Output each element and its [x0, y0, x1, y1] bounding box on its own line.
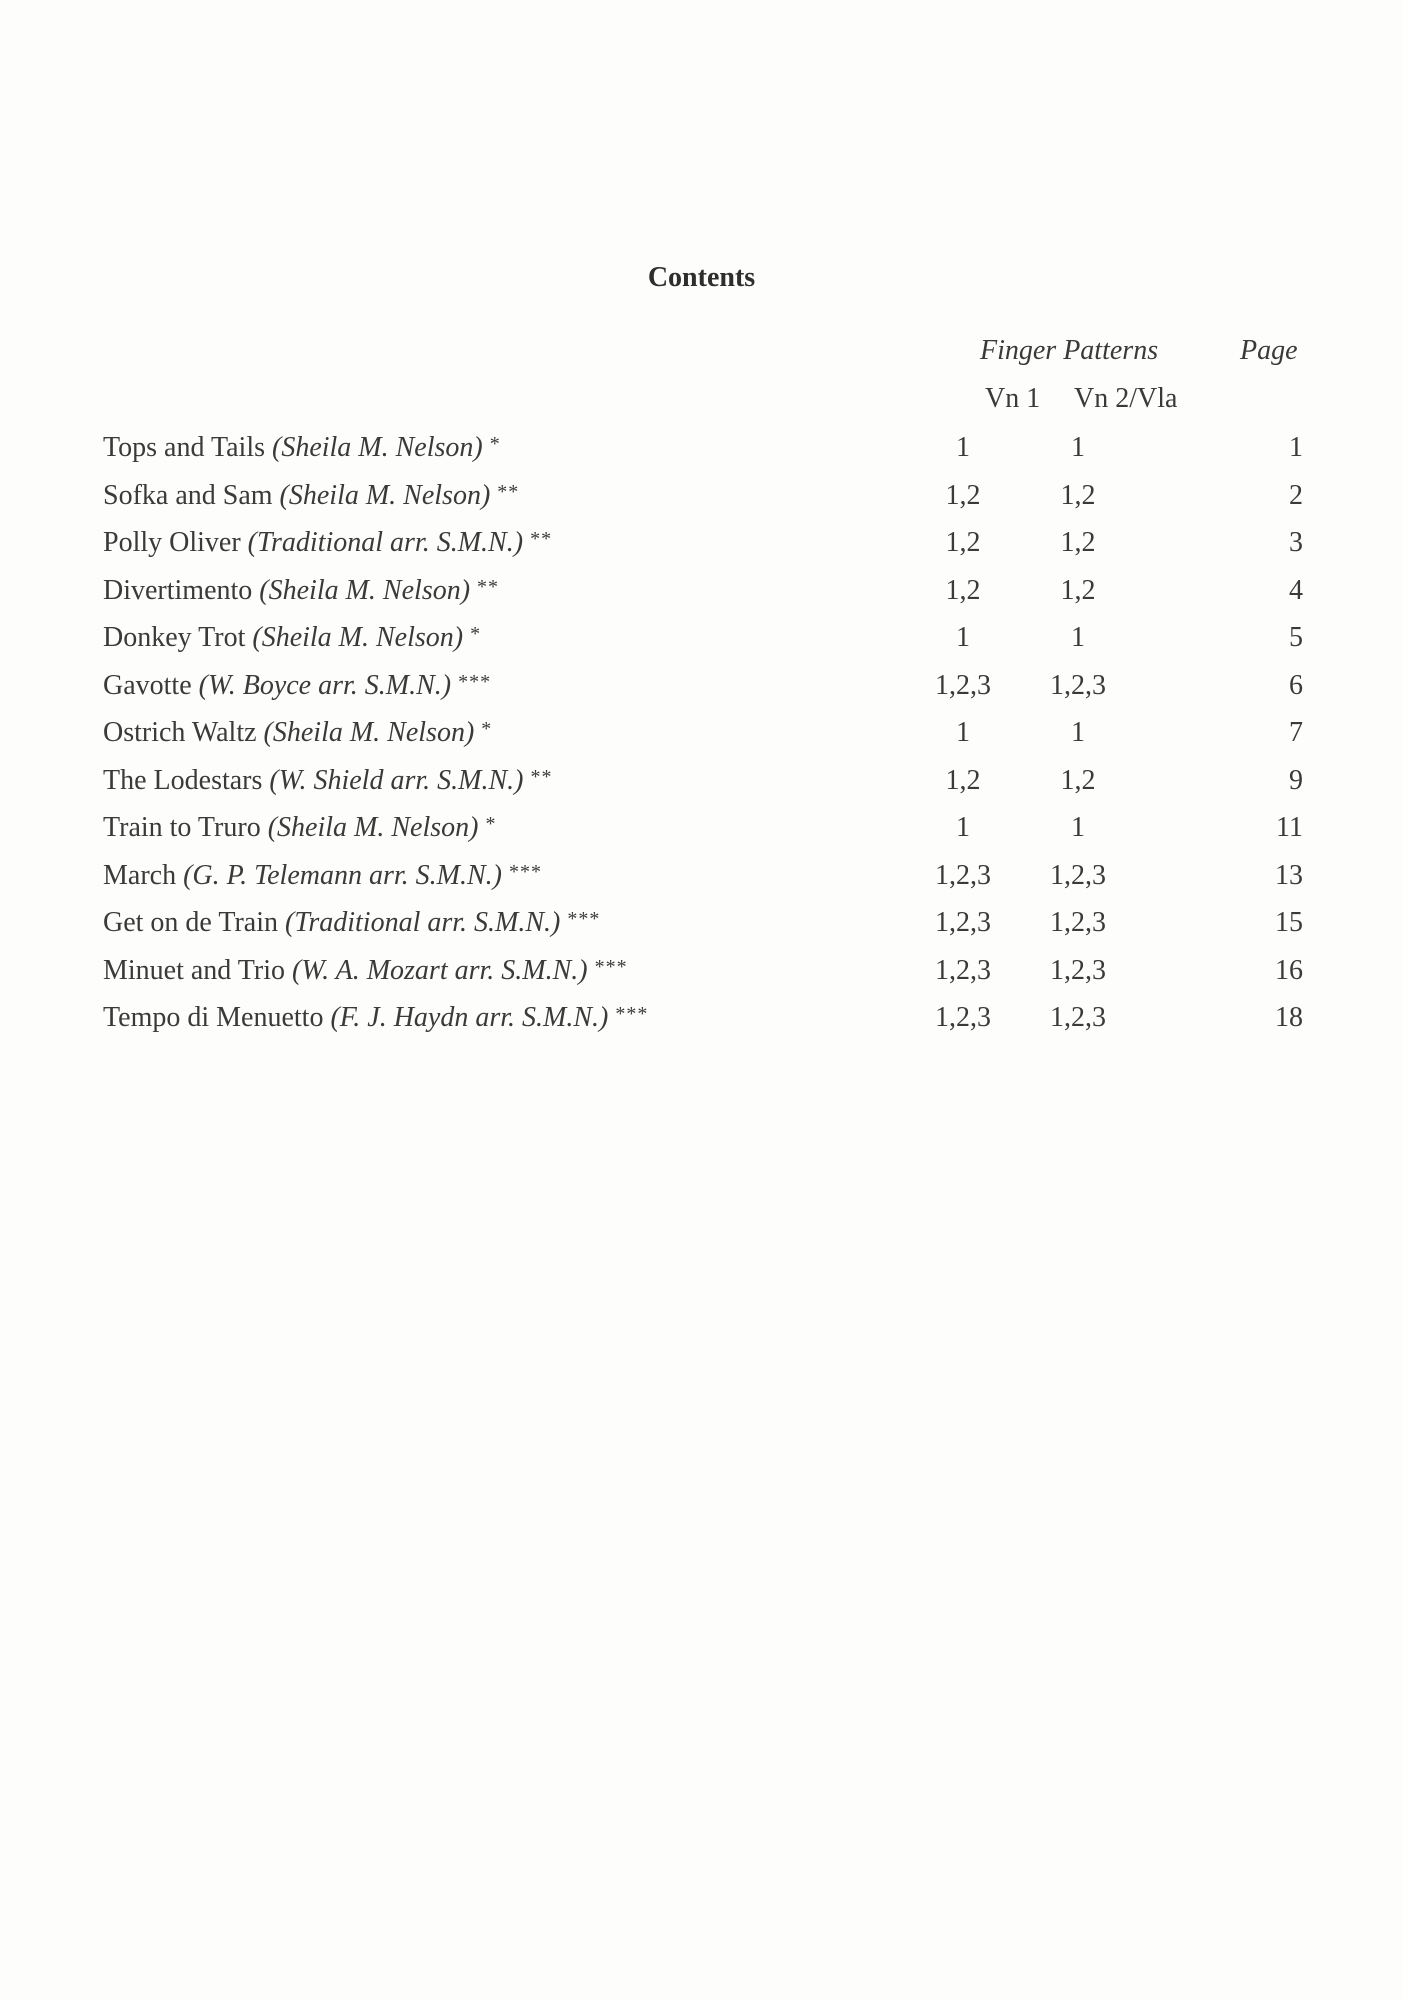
entry-title: Train to Truro	[103, 812, 268, 843]
page-column-header: Page	[1240, 335, 1298, 366]
entry-vn2-pattern: 1	[1071, 717, 1085, 748]
entry-composer: (G. P. Telemann arr. S.M.N.)	[183, 859, 502, 891]
finger-patterns-header: Finger Patterns	[980, 335, 1159, 366]
entry-title: The Lodestars	[103, 764, 270, 796]
entry-title: Tempo di Menuetto	[103, 1002, 331, 1033]
entry-title-cell	[103, 527, 552, 559]
entry-difficulty-stars: ***	[567, 908, 601, 930]
contents-entry	[103, 527, 1303, 575]
contents-entry	[103, 670, 1303, 718]
entry-vn2-pattern: 1,2,3	[1050, 954, 1106, 986]
entry-title-cell	[103, 622, 481, 654]
entry-composer: (F. J. Haydn arr. S.M.N.)	[330, 1002, 609, 1033]
contents-entry	[103, 480, 1303, 528]
entry-difficulty-stars: ***	[509, 860, 542, 883]
entry-vn1-pattern: 1,2,3	[935, 669, 991, 701]
entry-page-number: 1	[1289, 432, 1303, 463]
entry-title-cell	[103, 955, 628, 987]
entry-difficulty-stars: ***	[615, 1003, 649, 1025]
entry-vn1-pattern: 1	[956, 717, 970, 748]
entry-title-cell	[103, 1002, 648, 1034]
entry-title-cell	[103, 812, 496, 844]
entry-vn1-pattern: 1,2	[945, 479, 981, 511]
entry-title-cell	[103, 765, 552, 797]
entry-vn1-pattern: 1	[956, 432, 970, 463]
entry-vn2-pattern: 1	[1071, 622, 1085, 653]
entry-vn1-pattern: 1	[956, 622, 970, 653]
entry-composer: (Traditional arr. S.M.N.)	[285, 907, 561, 938]
entry-title-cell	[103, 480, 519, 512]
contents-entry	[103, 765, 1303, 813]
entry-page-number: 4	[1289, 574, 1303, 606]
entry-title: Polly Oliver	[103, 527, 248, 558]
entry-page-number: 3	[1289, 527, 1303, 558]
entry-vn1-pattern: 1,2,3	[935, 907, 991, 938]
entry-page-number: 5	[1289, 622, 1303, 653]
entry-vn2-pattern: 1,2,3	[1050, 1002, 1106, 1033]
entry-composer: (Sheila M. Nelson)	[252, 622, 464, 653]
entry-vn2-pattern: 1	[1071, 812, 1085, 843]
entry-vn2-pattern: 1,2	[1060, 527, 1096, 558]
entry-vn2-pattern: 1,2,3	[1050, 859, 1106, 891]
contents-entry	[103, 1002, 1303, 1050]
contents-entry	[103, 907, 1303, 955]
entry-composer: (Sheila M. Nelson)	[259, 574, 471, 606]
entry-title: Tops and Tails	[103, 432, 272, 463]
entry-vn1-pattern: 1,2	[945, 527, 981, 558]
entry-title-cell	[103, 717, 492, 749]
contents-entry	[103, 860, 1303, 908]
entry-title: Ostrich Waltz	[103, 717, 264, 748]
entry-title: Sofka and Sam	[103, 479, 280, 511]
entry-composer: (Sheila M. Nelson)	[279, 479, 491, 511]
entry-composer: (W. A. Mozart arr. S.M.N.)	[292, 954, 588, 986]
contents-entry	[103, 432, 1303, 480]
contents-entry	[103, 575, 1303, 623]
entry-page-number: 6	[1289, 669, 1303, 701]
entry-title-cell	[103, 860, 542, 892]
entry-composer: (Sheila M. Nelson)	[263, 717, 475, 748]
contents-entry	[103, 622, 1303, 670]
contents-entry	[103, 955, 1303, 1003]
entry-difficulty-stars: ***	[594, 955, 628, 978]
entry-title: Donkey Trot	[103, 622, 253, 653]
entry-difficulty-stars: **	[497, 480, 520, 503]
entry-page-number: 13	[1275, 859, 1303, 891]
entry-title-cell	[103, 432, 501, 464]
entry-title: March	[103, 859, 184, 891]
entry-composer: (Traditional arr. S.M.N.)	[247, 527, 524, 558]
entry-composer: (W. Boyce arr. S.M.N.)	[198, 669, 452, 701]
entry-title: Minuet and Trio	[103, 954, 293, 986]
entry-page-number: 7	[1289, 717, 1303, 748]
entry-difficulty-stars: **	[530, 765, 553, 788]
vn1-column-header: Vn 1	[985, 383, 1041, 414]
entry-title-cell	[103, 907, 600, 939]
entry-vn1-pattern: 1	[956, 812, 970, 843]
entry-page-number: 2	[1289, 479, 1303, 511]
entry-vn2-pattern: 1,2	[1060, 764, 1096, 796]
entry-vn2-pattern: 1,2	[1060, 574, 1096, 606]
entry-page-number: 16	[1275, 954, 1303, 986]
entry-vn2-pattern: 1	[1071, 432, 1085, 463]
entry-page-number: 11	[1276, 812, 1303, 843]
entry-vn1-pattern: 1,2,3	[935, 954, 991, 986]
entry-page-number: 9	[1289, 764, 1303, 796]
page-title: Contents	[647, 262, 756, 293]
entry-vn1-pattern: 1,2	[945, 574, 981, 606]
entry-title-cell	[103, 575, 499, 607]
entry-vn1-pattern: 1,2,3	[935, 1002, 991, 1033]
entry-vn1-pattern: 1,2,3	[935, 859, 991, 891]
entry-difficulty-stars: **	[477, 575, 500, 598]
entry-title: Divertimento	[103, 574, 260, 606]
entry-difficulty-stars: *	[489, 433, 501, 455]
entry-page-number: 15	[1275, 907, 1303, 938]
entry-composer: (Sheila M. Nelson)	[272, 432, 483, 463]
entry-difficulty-stars: *	[481, 718, 493, 740]
entry-difficulty-stars: **	[530, 528, 553, 550]
entry-title: Get on de Train	[103, 907, 285, 938]
entry-vn1-pattern: 1,2	[945, 764, 981, 796]
entry-vn2-pattern: 1,2,3	[1050, 669, 1106, 701]
entry-page-number: 18	[1275, 1002, 1303, 1033]
entry-vn2-pattern: 1,2,3	[1050, 907, 1106, 938]
entry-difficulty-stars: *	[485, 813, 497, 835]
entry-vn2-pattern: 1,2	[1060, 479, 1096, 511]
contents-entry	[103, 717, 1303, 765]
entry-difficulty-stars: ***	[458, 670, 492, 693]
entry-title: Gavotte	[103, 669, 199, 701]
vn2-column-header: Vn 2/Vla	[1074, 383, 1178, 414]
contents-list	[103, 432, 1303, 1050]
entry-difficulty-stars: *	[470, 623, 482, 645]
entry-title-cell	[103, 670, 491, 702]
entry-composer: (Sheila M. Nelson)	[267, 812, 479, 843]
entry-composer: (W. Shield arr. S.M.N.)	[269, 764, 524, 796]
contents-entry	[103, 812, 1303, 860]
